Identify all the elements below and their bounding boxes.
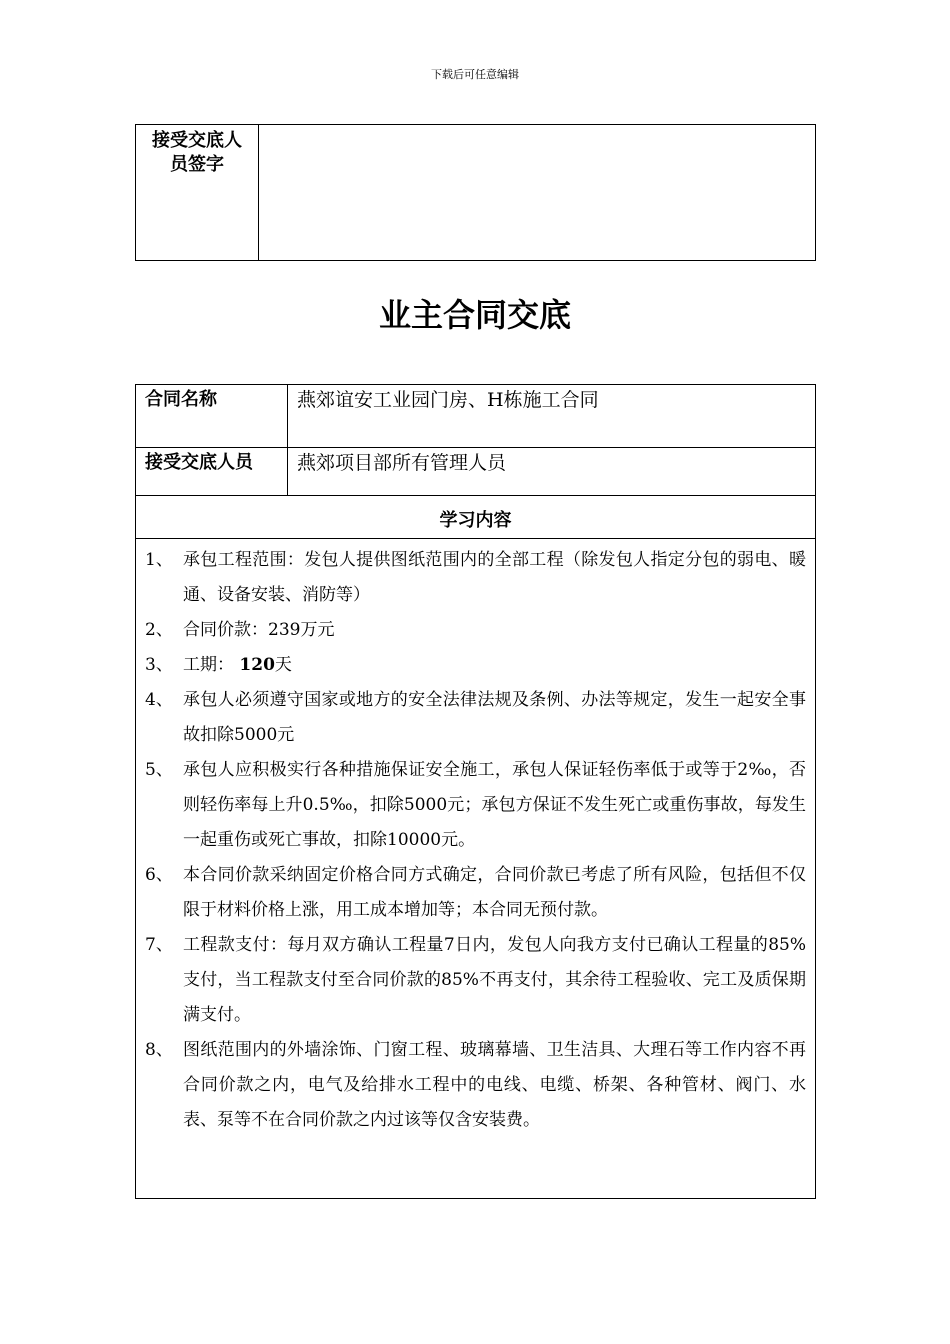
row-label-cell — [136, 385, 288, 447]
signature-label-cell — [136, 125, 259, 260]
item-number: 4、 — [145, 690, 173, 710]
item-number: 5、 — [145, 760, 173, 780]
page-header-note: 下载后可任意编辑 — [431, 68, 519, 81]
list-item — [145, 928, 806, 1033]
list-item — [145, 543, 806, 613]
document-title: 业主合同交底 — [378, 296, 571, 334]
item-text-prefix: 工期： — [183, 655, 234, 675]
item-text: 合同价款：239万元 — [183, 620, 335, 640]
item-text-suffix: 天 — [274, 655, 292, 675]
item-text: 工程款支付：每月双方确认工程量7日内，发包人向我方支付已确认工程量的85%支付，当工程款支付至合同价款的85%不再支付，其余待工程验收、完工及质保期满支付。 — [183, 935, 806, 1025]
item-number: 2、 — [145, 620, 173, 640]
contract-table — [135, 384, 816, 1199]
section-heading: 学习内容 — [439, 510, 512, 531]
item-text: 承包人必须遵守国家或地方的安全法律法规及条例、办法等规定，发生一起安全事故扣除5000元 — [183, 690, 806, 745]
list-item — [145, 648, 806, 683]
item-text: 承包人应积极实行各种措施保证安全施工，承包人保证轻伤率低于或等于2‰，否则轻伤率每上升0.5‰，扣除5000元；承包方保证不发生死亡或重伤事故，每发生一起重伤或死亡事故，扣除10000元。 — [183, 760, 806, 850]
item-text: 本合同价款采纳固定价格合同方式确定，合同价款已考虑了所有风险，包括但不仅限于材料价格上涨，用工成本增加等；本合同无预付款。 — [183, 865, 806, 920]
item-number: 7、 — [145, 935, 173, 955]
contract-name-value: 燕郊谊安工业园门房、H栋施工合同 — [297, 389, 599, 411]
signature-table — [135, 124, 816, 261]
signature-label: 接受交底人员签字 — [152, 130, 242, 175]
list-item — [145, 613, 806, 648]
item-number: 3、 — [145, 655, 173, 675]
content-list — [136, 539, 815, 1138]
contract-name-row — [136, 385, 815, 448]
item-number: 8、 — [145, 1040, 173, 1060]
contract-name-label: 合同名称 — [145, 389, 217, 410]
row-label-cell — [136, 448, 288, 495]
section-heading-row — [136, 496, 815, 539]
list-item — [145, 753, 806, 858]
list-item — [145, 683, 806, 753]
item-text: 图纸范围内的外墙涂饰、门窗工程、玻璃幕墙、卫生洁具、大理石等工作内容不再合同价款之内，电气及给排水工程中的电线、电缆、桥架、各种管材、阀门、水表、泵等不在合同价款之内过该等仅含安装费。 — [183, 1040, 806, 1130]
recipients-row — [136, 448, 815, 496]
list-item — [145, 1033, 806, 1138]
item-text — [179, 648, 806, 683]
list-item — [145, 858, 806, 928]
recipients-label: 接受交底人员 — [145, 452, 253, 473]
recipients-value: 燕郊项目部所有管理人员 — [297, 452, 507, 474]
item-text: 承包工程范围：发包人提供图纸范围内的全部工程（除发包人指定分包的弱电、暖通、设备安装、消防等） — [183, 550, 806, 605]
item-number: 1、 — [145, 550, 173, 570]
item-number: 6、 — [145, 865, 173, 885]
item-text-bold: 120 — [239, 655, 275, 675]
